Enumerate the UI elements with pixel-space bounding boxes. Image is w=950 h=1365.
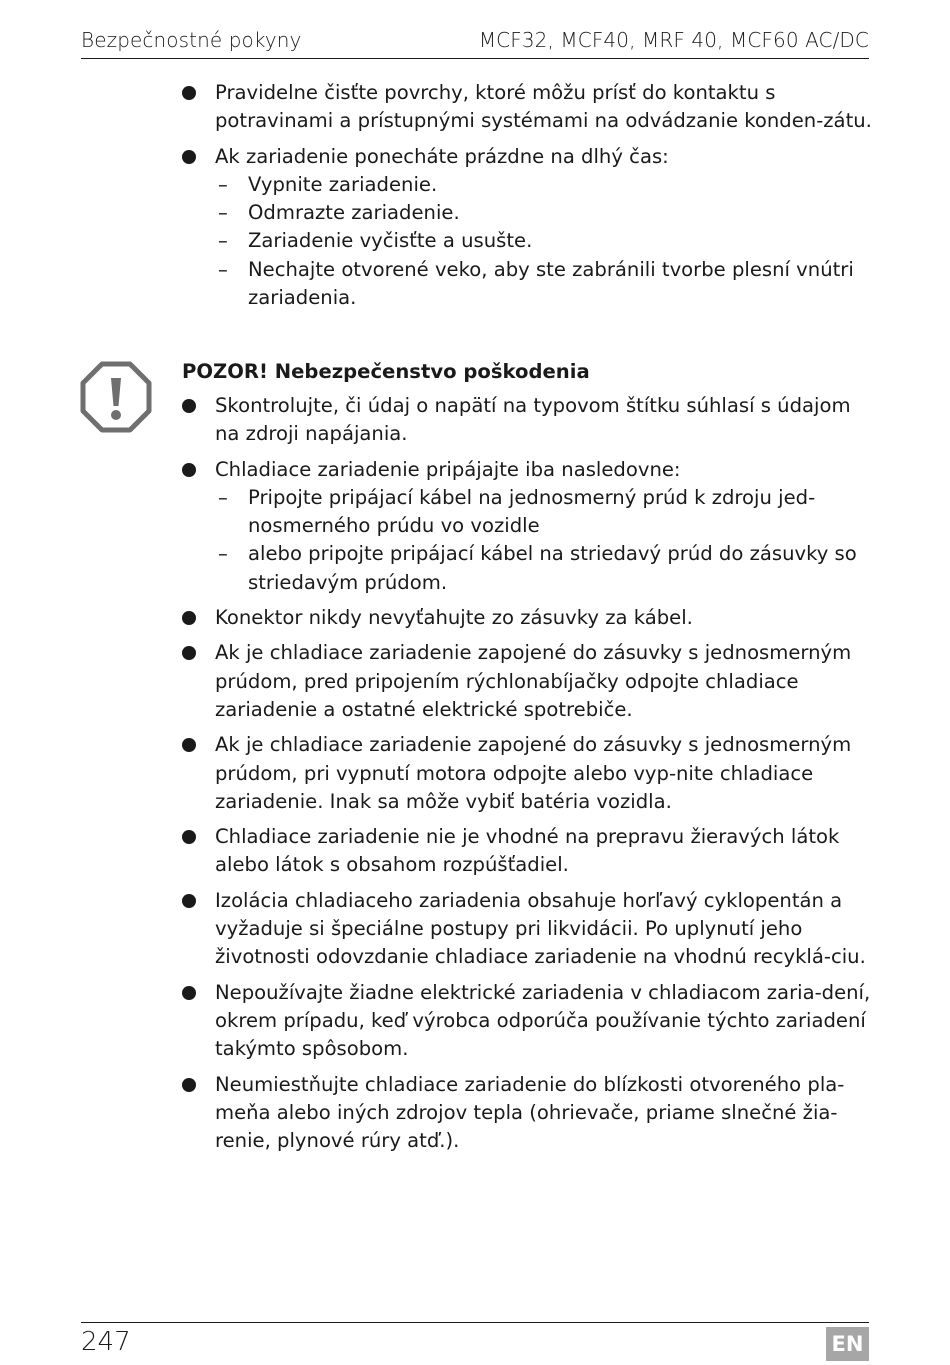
list-item-text: Skontrolujte, či údaj o napätí na typovom štítku súhlasí s údajom na zdroji napájania. [215, 394, 851, 446]
list-item-text: Ak je chladiace zariadenie zapojené do zásuvky s jednosmerným prúdom, pri vypnutí motora odpojte alebo vyp-nite chladiace zariadenie. Inak sa môže vybiť batéria vozidla. [215, 733, 852, 813]
sub-list-item-text: Vypnite zariadenie. [248, 172, 438, 196]
bullet-icon [182, 830, 196, 844]
dash-icon: – [218, 229, 228, 253]
dash-icon: – [218, 257, 228, 281]
dash-icon: – [218, 172, 228, 196]
bullet-icon [182, 150, 196, 164]
sub-list-item-text: Zariadenie vyčisťte a usušte. [248, 229, 533, 253]
bullet-icon [182, 986, 196, 1000]
warning-title: POZOR! Nebezpečenstvo poškodenia [182, 360, 590, 383]
list-item [182, 823, 872, 880]
list-item-text: Ak je chladiace zariadenie zapojené do zásuvky s jednosmerným prúdom, pred pripojením rýchlonabíjačky odpojte chladiace zariadenie a ostatné elektrické spotrebiče. [215, 641, 852, 721]
list-item-text: Izolácia chladiaceho zariadenia obsahuje horľavý cyklopentán a vyžaduje si špeciálne postupy pri likvidácii. Po uplynutí jeho životnosti odovzdanie chladiace zariadenie na vhodnú recyklá-ciu. [215, 888, 866, 969]
list-item [182, 639, 872, 724]
list-item [182, 143, 872, 313]
bullet-icon [182, 894, 196, 908]
top-bullet-list [182, 79, 872, 312]
dash-icon: – [218, 542, 228, 566]
list-item-text: Konektor nikdy nevyťahujte zo zásuvky za kábel. [215, 606, 693, 630]
sub-list-item-text: Odmrazte zariadenie. [248, 201, 460, 225]
sub-list-item [215, 484, 872, 541]
bullet-icon [182, 646, 196, 660]
list-item-text: Pravidelne čisťte povrchy, ktoré môžu prísť do kontaktu s potravinami a prístupnými systémami na odvádzanie konden-zátu. [215, 81, 872, 133]
warning-section [182, 358, 872, 1162]
sub-list-item-text: alebo pripojte pripájací kábel na striedavý prúd do zásuvky so striedavým prúdom. [248, 542, 857, 594]
list-item-text: Chladiace zariadenie nie je vhodné na prepravu žieravých látok alebo látok s obsahom rozpúšťadiel. [215, 825, 840, 877]
list-item [182, 392, 872, 449]
bullet-icon [182, 738, 196, 752]
list-item [182, 731, 872, 816]
bullet-icon [182, 1078, 196, 1092]
bullet-icon [182, 399, 196, 413]
warning-bullet-list [182, 392, 872, 1155]
list-item [182, 887, 872, 972]
bullet-icon [182, 463, 196, 477]
sub-list [215, 171, 872, 312]
header-model-list: MCF32, MCF40, MRF 40, MCF60 AC/DC [478, 28, 869, 52]
list-item-text: Neumiestňujte chladiace zariadenie do blízkosti otvoreného pla-meňa alebo iných zdrojov tepla (ohrievače, priame slnečné žia-renie, plynové rúry atď.). [215, 1072, 845, 1153]
page-footer [81, 1322, 869, 1365]
dash-icon: – [218, 485, 228, 509]
page-header [81, 28, 869, 59]
sub-list-item-text: Pripojte pripájací kábel na jednosmerný prúd k zdroju jed-nosmerného prúdu vo vozidle [248, 485, 816, 538]
language-badge: EN [826, 1327, 869, 1361]
sub-list-item [215, 540, 872, 597]
sub-list-item-text: Nechajte otvorené veko, aby ste zabránili tvorbe plesní vnútri zariadenia. [248, 257, 854, 310]
dash-icon: – [218, 201, 228, 225]
list-item [182, 604, 872, 632]
sub-list-item [215, 227, 872, 255]
list-item [182, 1071, 872, 1156]
list-item-text: Chladiace zariadenie pripájajte iba nasledovne: [215, 457, 681, 481]
sub-list-item [215, 256, 872, 313]
top-instructions [182, 79, 872, 319]
list-item [182, 79, 872, 136]
page-number: 247 [81, 1327, 131, 1357]
bullet-icon [182, 611, 196, 625]
sub-list-item [215, 171, 872, 199]
list-item-text: Ak zariadenie ponecháte prázdne na dlhý čas: [215, 144, 669, 168]
warning-octagon-icon [80, 361, 152, 433]
bullet-icon [182, 86, 196, 100]
list-item-text: Nepoužívajte žiadne elektrické zariadenia v chladiacom zaria-dení, okrem prípadu, keď výrobca odporúča používanie týchto zariadení takýmto spôsobom. [215, 980, 871, 1061]
sub-list [215, 484, 872, 597]
header-section-title: Bezpečnostné pokyny [81, 28, 302, 52]
list-item [182, 979, 872, 1064]
sub-list-item [215, 199, 872, 227]
list-item [182, 456, 872, 597]
